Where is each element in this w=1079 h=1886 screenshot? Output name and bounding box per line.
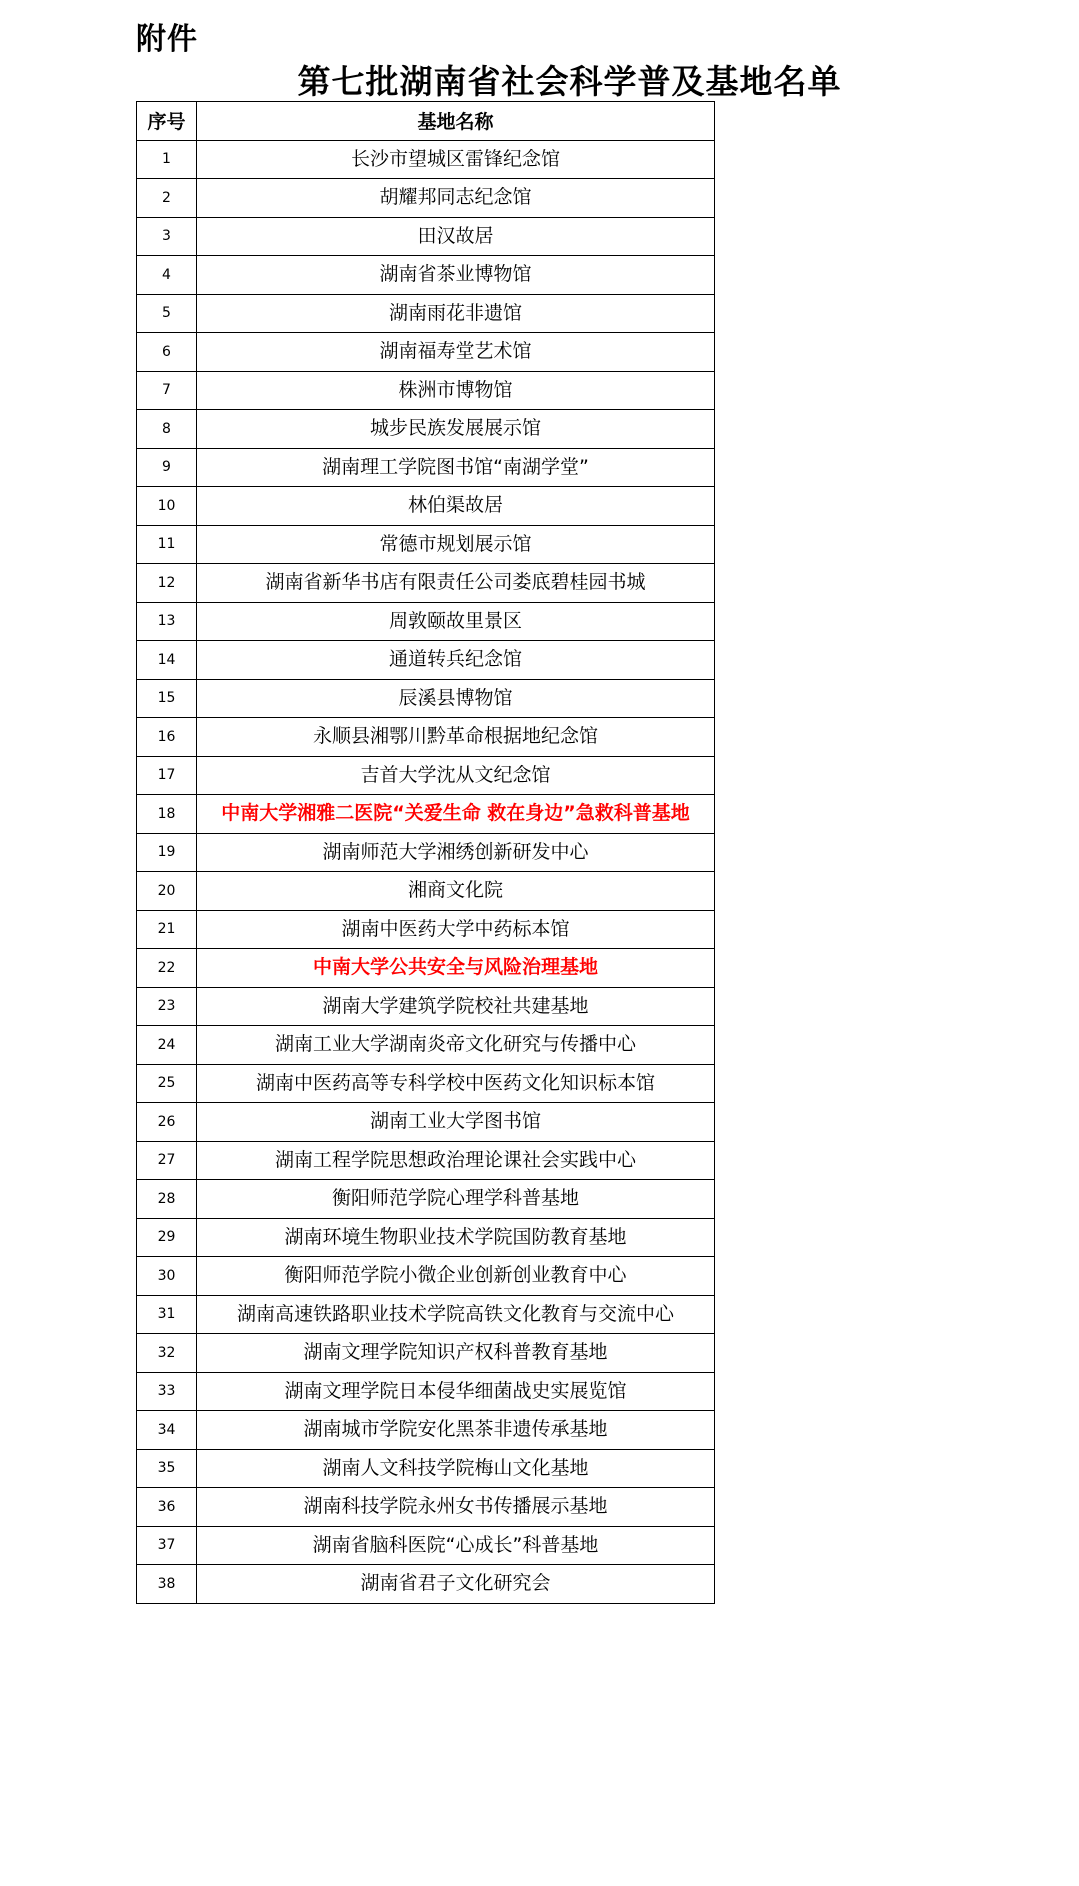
row-name: 湖南雨花非遗馆	[197, 294, 715, 333]
row-index: 14	[137, 641, 197, 680]
row-name: 常德市规划展示馆	[197, 525, 715, 564]
row-name: 湖南科技学院永州女书传播展示基地	[197, 1488, 715, 1527]
row-name: 城步民族发展展示馆	[197, 410, 715, 449]
table-row	[137, 1526, 715, 1565]
row-index: 24	[137, 1026, 197, 1065]
row-name-highlighted: 中南大学公共安全与风险治理基地	[197, 949, 715, 988]
table-row	[137, 910, 715, 949]
table-row	[137, 1411, 715, 1450]
table-row	[137, 1218, 715, 1257]
column-header-index: 序号	[137, 102, 197, 141]
row-index: 13	[137, 602, 197, 641]
table-row	[137, 333, 715, 372]
row-name: 湖南环境生物职业技术学院国防教育基地	[197, 1218, 715, 1257]
row-index: 8	[137, 410, 197, 449]
row-name: 湖南中医药高等专科学校中医药文化知识标本馆	[197, 1064, 715, 1103]
row-name: 湖南大学建筑学院校社共建基地	[197, 987, 715, 1026]
table-row	[137, 1565, 715, 1604]
row-name: 湖南工业大学图书馆	[197, 1103, 715, 1142]
row-index: 23	[137, 987, 197, 1026]
table-header-row	[137, 102, 715, 141]
row-index: 19	[137, 833, 197, 872]
row-index: 10	[137, 487, 197, 526]
table-row	[137, 602, 715, 641]
table-row	[137, 448, 715, 487]
row-name: 湖南文理学院日本侵华细菌战史实展览馆	[197, 1372, 715, 1411]
row-name: 辰溪县博物馆	[197, 679, 715, 718]
table-row	[137, 1103, 715, 1142]
row-name: 株洲市博物馆	[197, 371, 715, 410]
row-name: 湖南人文科技学院梅山文化基地	[197, 1449, 715, 1488]
row-name: 湖南城市学院安化黑茶非遗传承基地	[197, 1411, 715, 1450]
page-title: 第七批湖南省社会科学普及基地名单	[297, 62, 842, 101]
table-row	[137, 641, 715, 680]
table-row	[137, 1064, 715, 1103]
column-header-name: 基地名称	[197, 102, 715, 141]
table-row	[137, 1257, 715, 1296]
row-name: 胡耀邦同志纪念馆	[197, 179, 715, 218]
table-row	[137, 1141, 715, 1180]
table-row	[137, 949, 715, 988]
base-list-table	[136, 101, 715, 1604]
row-index: 11	[137, 525, 197, 564]
row-index: 17	[137, 756, 197, 795]
row-name: 通道转兵纪念馆	[197, 641, 715, 680]
row-index: 3	[137, 217, 197, 256]
row-name: 林伯渠故居	[197, 487, 715, 526]
table-row	[137, 256, 715, 295]
row-index: 30	[137, 1257, 197, 1296]
row-index: 20	[137, 872, 197, 911]
row-name: 衡阳师范学院小微企业创新创业教育中心	[197, 1257, 715, 1296]
table-row	[137, 1488, 715, 1527]
table-row	[137, 795, 715, 834]
row-index: 29	[137, 1218, 197, 1257]
row-name: 湖南工程学院思想政治理论课社会实践中心	[197, 1141, 715, 1180]
table-row	[137, 564, 715, 603]
table-row	[137, 525, 715, 564]
row-index: 36	[137, 1488, 197, 1527]
row-name: 湘商文化院	[197, 872, 715, 911]
row-name: 湖南高速铁路职业技术学院高铁文化教育与交流中心	[197, 1295, 715, 1334]
row-name: 永顺县湘鄂川黔革命根据地纪念馆	[197, 718, 715, 757]
table-row	[137, 718, 715, 757]
row-index: 37	[137, 1526, 197, 1565]
row-index: 27	[137, 1141, 197, 1180]
row-name: 湖南工业大学湖南炎帝文化研究与传播中心	[197, 1026, 715, 1065]
row-index: 1	[137, 140, 197, 179]
row-index: 32	[137, 1334, 197, 1373]
row-index: 15	[137, 679, 197, 718]
row-name-highlighted: 中南大学湘雅二医院“关爱生命 救在身边”急救科普基地	[197, 795, 715, 834]
row-name: 湖南省君子文化研究会	[197, 1565, 715, 1604]
row-index: 16	[137, 718, 197, 757]
row-name: 湖南省茶业博物馆	[197, 256, 715, 295]
table-row	[137, 487, 715, 526]
table-row	[137, 179, 715, 218]
row-name: 湖南中医药大学中药标本馆	[197, 910, 715, 949]
table-row	[137, 1295, 715, 1334]
row-name: 周敦颐故里景区	[197, 602, 715, 641]
row-index: 22	[137, 949, 197, 988]
row-index: 25	[137, 1064, 197, 1103]
row-index: 26	[137, 1103, 197, 1142]
row-name: 长沙市望城区雷锋纪念馆	[197, 140, 715, 179]
table-row	[137, 1334, 715, 1373]
table-row	[137, 1372, 715, 1411]
row-name: 衡阳师范学院心理学科普基地	[197, 1180, 715, 1219]
table-row	[137, 140, 715, 179]
row-index: 7	[137, 371, 197, 410]
row-index: 12	[137, 564, 197, 603]
table-row	[137, 1026, 715, 1065]
attachment-label: 附件	[136, 22, 198, 57]
row-index: 4	[137, 256, 197, 295]
row-name: 田汉故居	[197, 217, 715, 256]
table-row	[137, 1180, 715, 1219]
table-row	[137, 217, 715, 256]
table-row	[137, 872, 715, 911]
row-index: 35	[137, 1449, 197, 1488]
row-index: 28	[137, 1180, 197, 1219]
row-name: 吉首大学沈从文纪念馆	[197, 756, 715, 795]
row-index: 5	[137, 294, 197, 333]
row-name: 湖南福寿堂艺术馆	[197, 333, 715, 372]
row-index: 9	[137, 448, 197, 487]
table-row	[137, 756, 715, 795]
row-index: 21	[137, 910, 197, 949]
row-name: 湖南省脑科医院“心成长”科普基地	[197, 1526, 715, 1565]
row-index: 33	[137, 1372, 197, 1411]
row-name: 湖南师范大学湘绣创新研发中心	[197, 833, 715, 872]
table-row	[137, 410, 715, 449]
table-body	[137, 140, 715, 1603]
table-row	[137, 987, 715, 1026]
table-row	[137, 679, 715, 718]
table-row	[137, 1449, 715, 1488]
row-name: 湖南文理学院知识产权科普教育基地	[197, 1334, 715, 1373]
table-row	[137, 294, 715, 333]
row-name: 湖南省新华书店有限责任公司娄底碧桂园书城	[197, 564, 715, 603]
row-index: 31	[137, 1295, 197, 1334]
table-row	[137, 833, 715, 872]
row-index: 2	[137, 179, 197, 218]
row-index: 34	[137, 1411, 197, 1450]
row-index: 38	[137, 1565, 197, 1604]
row-index: 18	[137, 795, 197, 834]
row-name: 湖南理工学院图书馆“南湖学堂”	[197, 448, 715, 487]
table-row	[137, 371, 715, 410]
row-index: 6	[137, 333, 197, 372]
